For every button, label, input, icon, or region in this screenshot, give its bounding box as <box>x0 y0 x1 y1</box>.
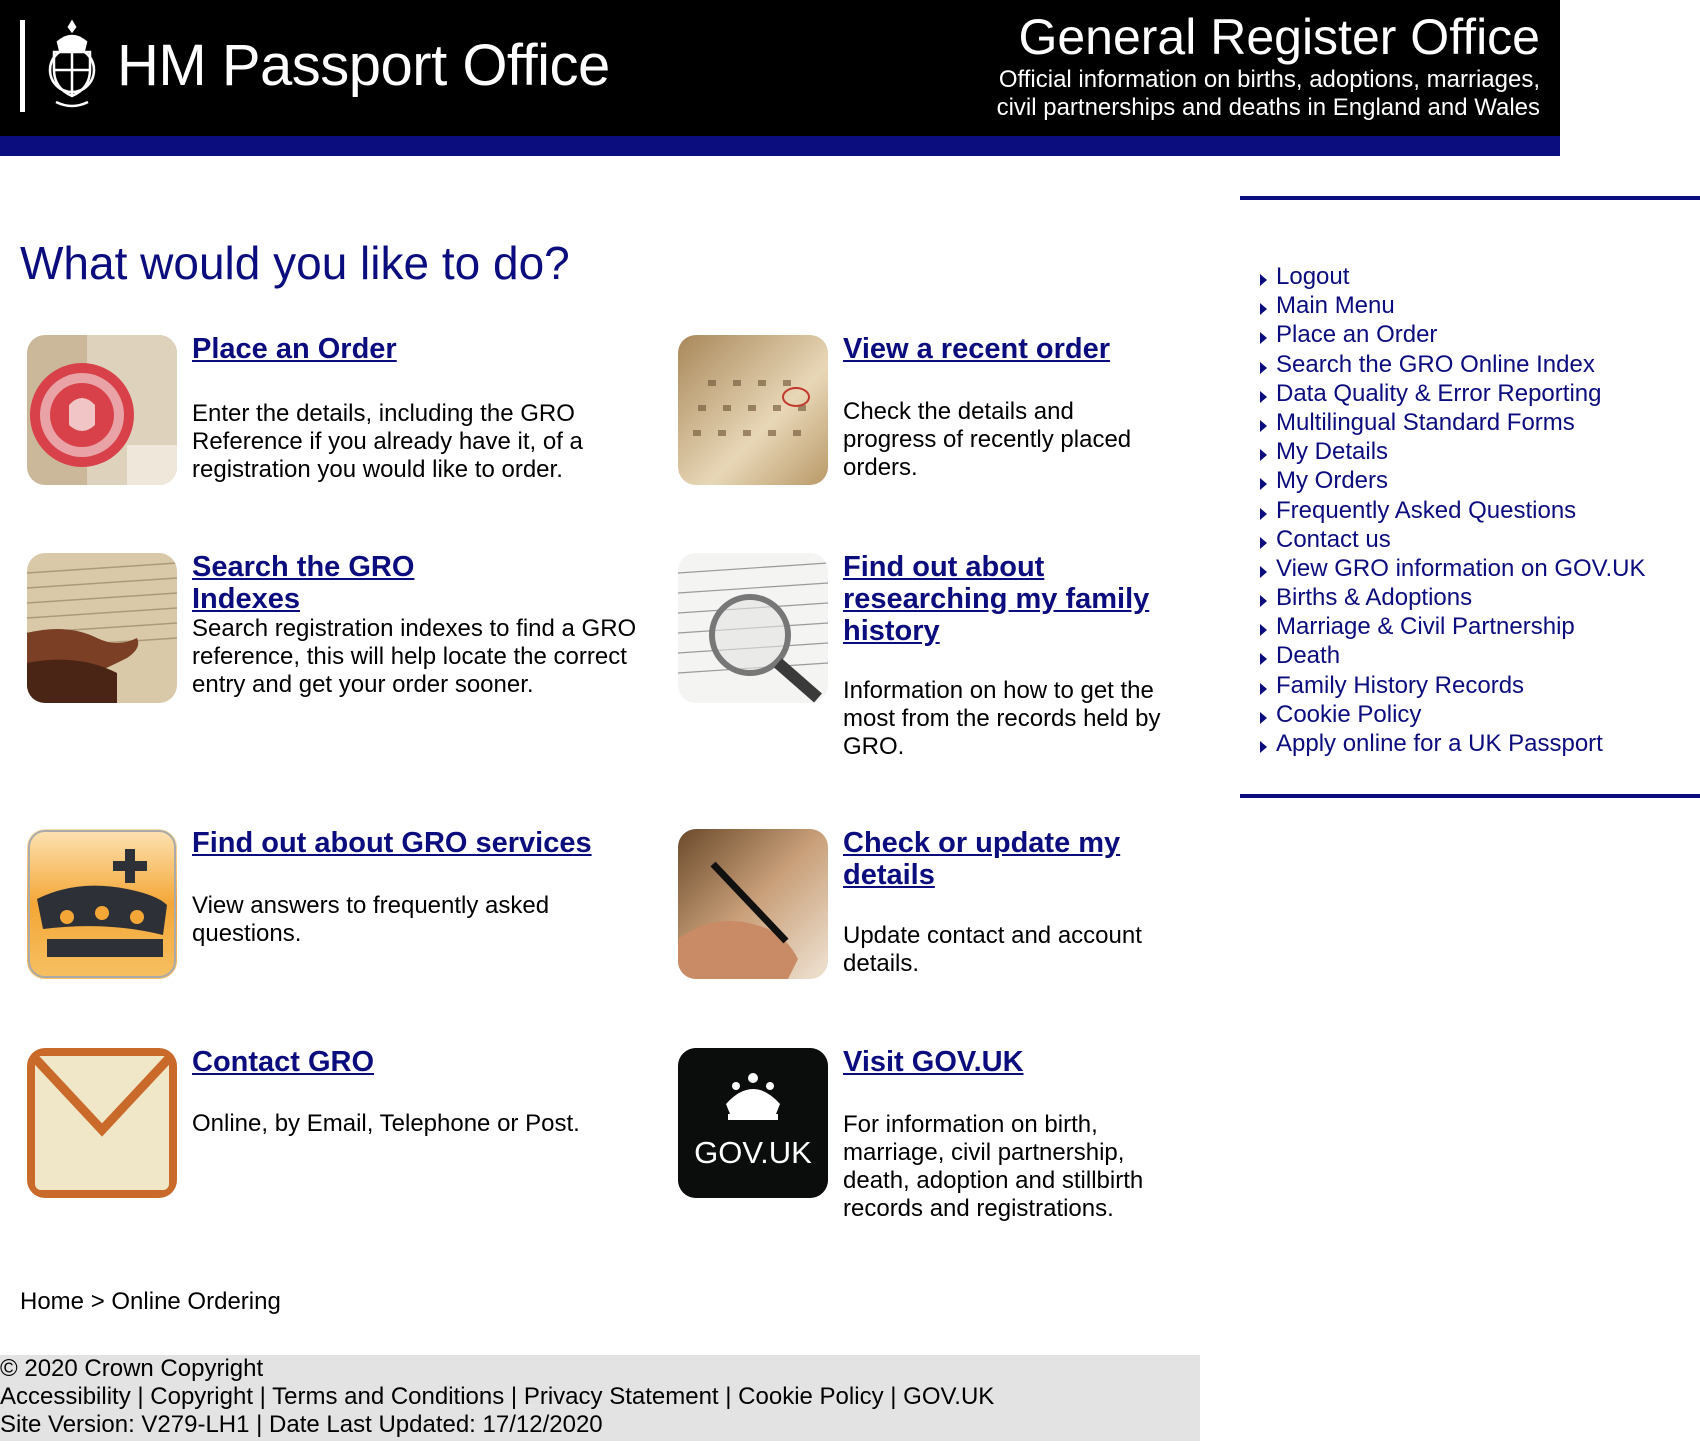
footer-separator: | <box>253 1383 273 1410</box>
arrow-right-icon <box>1260 508 1267 520</box>
site-footer <box>0 1355 1200 1441</box>
sidebar-item-label[interactable]: Marriage & Civil Partnership <box>1276 613 1575 641</box>
footer-links <box>0 1383 1200 1411</box>
gro-subtitle <box>920 66 1540 122</box>
family-history-description: Information on how to get the most from the records held by GRO. <box>843 677 1161 760</box>
breadcrumb-home[interactable]: Home <box>20 1288 85 1315</box>
pen-writing-image[interactable] <box>678 829 828 979</box>
subtitle-line-1: Official information on births, adoptions, marriages, <box>998 66 1540 93</box>
arrow-right-icon <box>1260 362 1267 374</box>
footer-version: Site Version: V279-LH1 | Date Last Updated: 17/12/2020 <box>0 1411 603 1438</box>
brand-title: HM Passport Office <box>117 33 610 98</box>
sidebar-item-label[interactable]: Contact us <box>1276 525 1391 553</box>
visit-govuk-description: For information on birth, marriage, civil partnership, death, adoption and stillbirth records and registrations. <box>843 1111 1144 1222</box>
subtitle-line-2: civil partnerships and deaths in England and Wales <box>996 94 1540 121</box>
arrow-right-icon <box>1260 303 1267 315</box>
footer-separator: | <box>883 1383 904 1410</box>
magnifier-image[interactable] <box>678 553 828 703</box>
place-order-description: Enter the details, including the GRO Reference if you already have it, of a registration you would like to order. <box>192 400 583 483</box>
page-title: What would you like to do? <box>20 237 570 289</box>
calendar-image[interactable] <box>678 335 828 485</box>
sidebar-item-label[interactable]: Place an Order <box>1276 321 1438 349</box>
sidebar-item-label[interactable]: Search the GRO Online Index <box>1276 350 1595 378</box>
stamp-document-image[interactable] <box>27 335 177 485</box>
arrow-right-icon <box>1260 391 1267 403</box>
family-history-link[interactable]: Find out about researching my family history <box>843 551 1150 647</box>
update-details-link[interactable]: Check or update my details <box>843 827 1121 891</box>
visit-govuk-link[interactable]: Visit GOV.UK <box>843 1046 1024 1078</box>
crown-image[interactable] <box>27 829 177 979</box>
govuk-logo-text: GOV.UK <box>694 1135 812 1170</box>
sidebar-item-label[interactable]: My Details <box>1276 438 1389 466</box>
royal-crest-icon <box>44 18 100 114</box>
place-order-link[interactable]: Place an Order <box>192 333 397 365</box>
sidebar-item-label[interactable]: Frequently Asked Questions <box>1276 496 1577 524</box>
sidebar-item-label[interactable]: My Orders <box>1276 467 1389 495</box>
govuk-logo-icon[interactable] <box>678 1048 828 1198</box>
breadcrumb-separator: > <box>84 1288 112 1315</box>
footer-separator: | <box>718 1383 739 1410</box>
arrow-right-icon <box>1260 566 1267 578</box>
sidebar-item-label[interactable]: View GRO information on GOV.UK <box>1276 554 1646 582</box>
envelope-image[interactable] <box>27 1048 177 1198</box>
arrow-right-icon <box>1260 449 1267 461</box>
footer-separator: | <box>130 1383 151 1410</box>
contact-gro-description: Online, by Email, Telephone or Post. <box>192 1110 580 1137</box>
arrow-right-icon <box>1260 741 1267 753</box>
sidebar-item-label[interactable]: Main Menu <box>1276 292 1395 320</box>
sidebar-item-label[interactable]: Births & Adoptions <box>1276 584 1473 612</box>
breadcrumb <box>20 1288 281 1316</box>
footer-link-govuk[interactable]: GOV.UK <box>903 1383 995 1410</box>
gro-services-description: View answers to frequently asked questions. <box>192 892 550 947</box>
arrow-right-icon <box>1260 712 1267 724</box>
footer-link-accessibility[interactable]: Accessibility <box>0 1383 131 1410</box>
site-header <box>0 0 1560 136</box>
footer-copyright: © 2020 Crown Copyright <box>0 1355 264 1382</box>
arrow-right-icon <box>1260 624 1267 636</box>
sidebar-top-rule <box>1240 196 1700 200</box>
arrow-right-icon <box>1260 653 1267 665</box>
view-recent-order-description: Check the details and progress of recently placed orders. <box>843 398 1132 481</box>
book-hand-image[interactable] <box>27 553 177 703</box>
header-divider <box>20 20 25 112</box>
search-indexes-description: Search registration indexes to find a GRO reference, this will help locate the correct entry and get your order sooner. <box>192 615 637 698</box>
breadcrumb-current: Online Ordering <box>111 1288 281 1315</box>
sidebar-item-label[interactable]: Cookie Policy <box>1276 700 1422 728</box>
footer-link-cookie[interactable]: Cookie Policy <box>738 1383 884 1410</box>
footer-separator: | <box>504 1383 524 1410</box>
arrow-right-icon <box>1260 274 1267 286</box>
footer-link-terms[interactable]: Terms and Conditions <box>272 1383 505 1410</box>
arrow-right-icon <box>1260 478 1267 490</box>
update-details-description: Update contact and account details. <box>843 922 1142 977</box>
view-recent-order-link[interactable]: View a recent order <box>843 333 1111 365</box>
header-accent-bar <box>0 136 1560 156</box>
sidebar-item-label[interactable]: Data Quality & Error Reporting <box>1276 379 1602 407</box>
search-indexes-link[interactable]: Search the GRO Indexes <box>192 551 415 615</box>
contact-gro-link[interactable]: Contact GRO <box>192 1046 375 1078</box>
arrow-right-icon <box>1260 420 1267 432</box>
arrow-right-icon <box>1260 595 1267 607</box>
gro-title: General Register Office <box>1018 9 1540 65</box>
gro-services-link[interactable]: Find out about GRO services <box>192 827 592 859</box>
arrow-right-icon <box>1260 683 1267 695</box>
arrow-right-icon <box>1260 537 1267 549</box>
footer-link-privacy[interactable]: Privacy Statement <box>523 1383 719 1410</box>
sidebar-item-label[interactable]: Apply online for a UK Passport <box>1276 730 1603 757</box>
sidebar-item-label[interactable]: Death <box>1276 642 1341 670</box>
sidebar-item-label[interactable]: Logout <box>1276 263 1350 290</box>
sidebar-bottom-rule <box>1240 794 1700 798</box>
footer-link-copyright[interactable]: Copyright <box>150 1383 253 1410</box>
sidebar-item-label[interactable]: Family History Records <box>1276 671 1525 699</box>
arrow-right-icon <box>1260 332 1267 344</box>
sidebar-item-label[interactable]: Multilingual Standard Forms <box>1276 408 1575 436</box>
